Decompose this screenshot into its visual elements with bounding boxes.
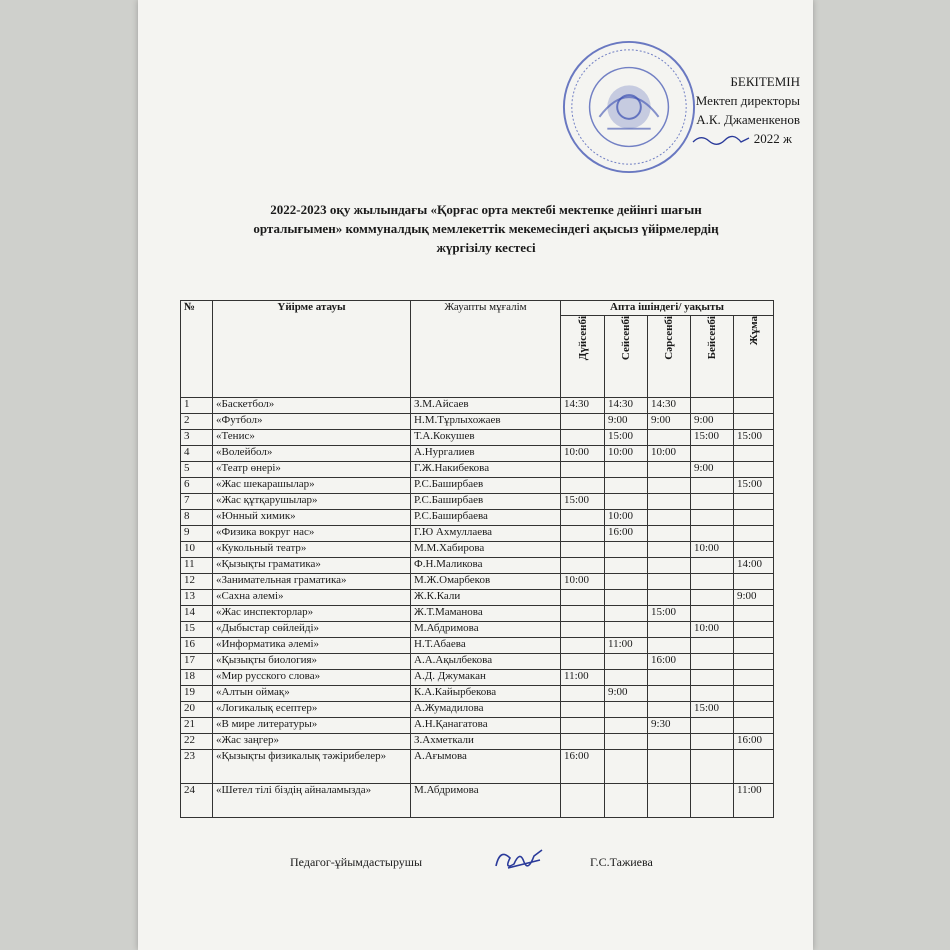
row-day-time xyxy=(691,638,734,654)
row-teacher: М.Абдримова xyxy=(411,622,561,638)
row-teacher: Т.А.Кокушев xyxy=(411,430,561,446)
row-club-name: «Футбол» xyxy=(213,414,411,430)
row-day-time xyxy=(648,542,691,558)
row-day-time xyxy=(691,478,734,494)
table-row xyxy=(181,734,774,750)
row-day-time: 10:00 xyxy=(691,542,734,558)
row-day-time xyxy=(605,784,648,818)
table-row xyxy=(181,718,774,734)
row-day-time: 9:00 xyxy=(648,414,691,430)
row-day-time xyxy=(691,606,734,622)
row-club-name: «Қызықты граматика» xyxy=(213,558,411,574)
row-day-time: 15:00 xyxy=(648,606,691,622)
row-day-time: 10:00 xyxy=(691,622,734,638)
table-row xyxy=(181,398,774,414)
row-day-time xyxy=(691,686,734,702)
row-number: 3 xyxy=(181,430,213,446)
row-day-time xyxy=(691,574,734,590)
row-day-time xyxy=(648,510,691,526)
row-day-time xyxy=(734,622,774,638)
row-number: 22 xyxy=(181,734,213,750)
row-teacher: З.Ахметкали xyxy=(411,734,561,750)
approval-position: Мектеп директоры xyxy=(695,93,800,108)
row-teacher: А.А.Ақылбекова xyxy=(411,654,561,670)
row-club-name: «Жас құтқарушылар» xyxy=(213,494,411,510)
row-teacher: Ф.Н.Маликова xyxy=(411,558,561,574)
row-day-time xyxy=(734,414,774,430)
row-teacher: А.Жумадилова xyxy=(411,702,561,718)
row-day-time: 9:00 xyxy=(691,414,734,430)
table-row xyxy=(181,414,774,430)
row-day-time xyxy=(691,734,734,750)
row-number: 1 xyxy=(181,398,213,414)
row-day-time xyxy=(648,622,691,638)
row-club-name: «Шетел тілі біздің айналамызда» xyxy=(213,784,411,818)
row-day-time: 16:00 xyxy=(648,654,691,670)
table-row xyxy=(181,542,774,558)
row-day-time: 9:00 xyxy=(734,590,774,606)
document-title xyxy=(180,200,792,257)
row-number: 9 xyxy=(181,526,213,542)
row-day-time xyxy=(605,718,648,734)
row-club-name: «Логикалық есептер» xyxy=(213,702,411,718)
row-day-time: 15:00 xyxy=(734,430,774,446)
row-day-time xyxy=(691,446,734,462)
row-day-time xyxy=(691,590,734,606)
row-teacher: Н.М.Тұрлыхожаев xyxy=(411,414,561,430)
row-number: 4 xyxy=(181,446,213,462)
row-day-time xyxy=(734,494,774,510)
row-number: 21 xyxy=(181,718,213,734)
title-line-1: 2022-2023 оқу жылындағы «Қорғас орта мектебі мектепке дейінгі шағын xyxy=(270,202,702,217)
row-day-time xyxy=(648,430,691,446)
row-day-time: 15:00 xyxy=(605,430,648,446)
row-day-time xyxy=(561,734,605,750)
row-day-time xyxy=(734,686,774,702)
row-club-name: «Тенис» xyxy=(213,430,411,446)
row-day-time: 14:30 xyxy=(605,398,648,414)
row-day-time xyxy=(691,750,734,784)
row-day-time: 15:00 xyxy=(734,478,774,494)
row-day-time xyxy=(648,750,691,784)
header-day-monday: Дүйсенбі xyxy=(561,316,605,398)
row-day-time xyxy=(648,494,691,510)
row-day-time xyxy=(691,670,734,686)
row-day-time xyxy=(561,686,605,702)
row-day-time xyxy=(648,590,691,606)
row-day-time: 9:00 xyxy=(691,462,734,478)
schedule-body xyxy=(181,398,774,818)
row-day-time: 16:00 xyxy=(734,734,774,750)
row-day-time xyxy=(691,654,734,670)
row-number: 18 xyxy=(181,670,213,686)
row-day-time xyxy=(734,606,774,622)
row-club-name: «В мире литературы» xyxy=(213,718,411,734)
row-day-time: 9:30 xyxy=(648,718,691,734)
row-day-time xyxy=(734,574,774,590)
row-day-time xyxy=(605,462,648,478)
row-day-time xyxy=(561,558,605,574)
row-teacher: А.Н.Қанагатова xyxy=(411,718,561,734)
row-day-time: 11:00 xyxy=(734,784,774,818)
approval-block xyxy=(660,72,800,148)
row-teacher: Р.С.Баширбаев xyxy=(411,478,561,494)
table-row xyxy=(181,702,774,718)
row-day-time xyxy=(734,718,774,734)
row-number: 12 xyxy=(181,574,213,590)
table-row xyxy=(181,478,774,494)
row-day-time xyxy=(648,638,691,654)
row-club-name: «Информатика әлемі» xyxy=(213,638,411,654)
row-day-time xyxy=(561,526,605,542)
row-club-name: «Қызықты физикалық тәжірибелер» xyxy=(213,750,411,784)
row-day-time xyxy=(734,398,774,414)
row-day-time xyxy=(605,478,648,494)
row-club-name: «Жас заңгер» xyxy=(213,734,411,750)
row-day-time xyxy=(648,670,691,686)
header-club: Үйірме атауы xyxy=(213,301,411,398)
row-day-time xyxy=(561,606,605,622)
row-day-time xyxy=(648,478,691,494)
row-day-time xyxy=(734,526,774,542)
table-row xyxy=(181,670,774,686)
table-row xyxy=(181,446,774,462)
row-club-name: «Қызықты биология» xyxy=(213,654,411,670)
row-day-time xyxy=(648,734,691,750)
row-teacher: А.Нургалиев xyxy=(411,446,561,462)
header-day-wednesday: Сәрсенбі xyxy=(648,316,691,398)
row-day-time xyxy=(605,702,648,718)
signature-icon xyxy=(490,842,550,878)
row-teacher: Р.С.Баширбаев xyxy=(411,494,561,510)
row-day-time: 10:00 xyxy=(648,446,691,462)
row-teacher: М.Ж.Омарбеков xyxy=(411,574,561,590)
table-row xyxy=(181,622,774,638)
row-day-time xyxy=(605,606,648,622)
row-day-time xyxy=(734,750,774,784)
row-day-time xyxy=(561,430,605,446)
row-day-time xyxy=(648,462,691,478)
row-number: 14 xyxy=(181,606,213,622)
schedule-table xyxy=(180,300,774,818)
approval-heading: БЕКІТЕМІН xyxy=(730,74,800,89)
table-row xyxy=(181,784,774,818)
row-teacher: Г.Ю Ахмуллаева xyxy=(411,526,561,542)
footer-role: Педагог-ұйымдастырушы xyxy=(290,855,423,869)
table-row xyxy=(181,606,774,622)
row-club-name: «Театр өнері» xyxy=(213,462,411,478)
row-number: 23 xyxy=(181,750,213,784)
row-day-time: 14:30 xyxy=(648,398,691,414)
row-number: 5 xyxy=(181,462,213,478)
row-number: 7 xyxy=(181,494,213,510)
row-day-time xyxy=(691,558,734,574)
row-number: 2 xyxy=(181,414,213,430)
row-day-time xyxy=(648,558,691,574)
table-row xyxy=(181,462,774,478)
row-day-time xyxy=(691,526,734,542)
row-day-time xyxy=(734,638,774,654)
row-day-time xyxy=(561,478,605,494)
row-day-time xyxy=(648,526,691,542)
header-day-tuesday: Сейсенбі xyxy=(605,316,648,398)
row-day-time xyxy=(561,414,605,430)
row-day-time xyxy=(734,670,774,686)
row-day-time xyxy=(605,670,648,686)
row-day-time: 11:00 xyxy=(605,638,648,654)
row-club-name: «Баскетбол» xyxy=(213,398,411,414)
row-day-time xyxy=(734,446,774,462)
table-row xyxy=(181,638,774,654)
table-row xyxy=(181,574,774,590)
row-club-name: «Жас инспекторлар» xyxy=(213,606,411,622)
row-day-time xyxy=(605,494,648,510)
table-row xyxy=(181,526,774,542)
row-day-time xyxy=(648,784,691,818)
row-day-time xyxy=(691,784,734,818)
row-club-name: «Кукольный театр» xyxy=(213,542,411,558)
row-day-time: 10:00 xyxy=(561,446,605,462)
row-day-time xyxy=(561,622,605,638)
row-day-time xyxy=(561,542,605,558)
row-day-time xyxy=(561,638,605,654)
row-day-time xyxy=(605,734,648,750)
row-number: 10 xyxy=(181,542,213,558)
header-day-thursday: Бейсенбі xyxy=(691,316,734,398)
row-day-time xyxy=(734,510,774,526)
row-number: 24 xyxy=(181,784,213,818)
row-day-time xyxy=(605,654,648,670)
row-day-time: 16:00 xyxy=(561,750,605,784)
row-day-time: 14:30 xyxy=(561,398,605,414)
row-day-time xyxy=(605,574,648,590)
row-teacher: Ж.Т.Маманова xyxy=(411,606,561,622)
row-club-name: «Дыбыстар сөйлейді» xyxy=(213,622,411,638)
header-number: № xyxy=(181,301,213,398)
row-day-time: 9:00 xyxy=(605,686,648,702)
row-number: 8 xyxy=(181,510,213,526)
row-day-time xyxy=(734,462,774,478)
row-day-time xyxy=(648,686,691,702)
row-club-name: «Занимательная граматика» xyxy=(213,574,411,590)
row-day-time xyxy=(691,398,734,414)
row-teacher: Н.Т.Абаева xyxy=(411,638,561,654)
row-number: 19 xyxy=(181,686,213,702)
row-day-time xyxy=(691,494,734,510)
row-club-name: «Юнный химик» xyxy=(213,510,411,526)
row-day-time: 15:00 xyxy=(691,702,734,718)
table-row xyxy=(181,558,774,574)
row-day-time: 15:00 xyxy=(561,494,605,510)
row-teacher: М.М.Хабирова xyxy=(411,542,561,558)
row-teacher: А.Ағымова xyxy=(411,750,561,784)
row-day-time: 10:00 xyxy=(605,510,648,526)
row-day-time xyxy=(734,542,774,558)
row-number: 20 xyxy=(181,702,213,718)
row-day-time: 15:00 xyxy=(691,430,734,446)
header-day-friday: Жұма xyxy=(734,316,774,398)
table-row xyxy=(181,430,774,446)
row-number: 13 xyxy=(181,590,213,606)
row-teacher: Р.С.Баширбаева xyxy=(411,510,561,526)
row-day-time xyxy=(734,654,774,670)
footer-name: Г.С.Тажиева xyxy=(590,855,653,869)
row-number: 11 xyxy=(181,558,213,574)
row-day-time xyxy=(648,702,691,718)
row-day-time xyxy=(605,622,648,638)
row-day-time xyxy=(605,542,648,558)
row-day-time: 10:00 xyxy=(605,446,648,462)
row-day-time xyxy=(561,702,605,718)
header-teacher: Жауапты мұғалім xyxy=(411,301,561,398)
title-line-2: орталығымен» коммуналдық мемлекеттік мекемесіндегі ақысыз үйірмелердің xyxy=(253,221,719,236)
table-row xyxy=(181,654,774,670)
row-day-time xyxy=(561,590,605,606)
table-row xyxy=(181,590,774,606)
row-teacher: А.Д. Джумакан xyxy=(411,670,561,686)
approval-name: А.К. Джаменкенов xyxy=(696,112,800,127)
row-teacher: К.А.Кайырбекова xyxy=(411,686,561,702)
approval-date xyxy=(660,129,800,148)
row-day-time xyxy=(605,590,648,606)
row-day-time xyxy=(691,510,734,526)
row-day-time xyxy=(648,574,691,590)
row-day-time xyxy=(561,718,605,734)
row-day-time xyxy=(561,510,605,526)
row-club-name: «Жас шекарашылар» xyxy=(213,478,411,494)
approval-date-tail: 2022 ж xyxy=(753,131,792,146)
row-teacher: М.Абдримова xyxy=(411,784,561,818)
row-day-time: 10:00 xyxy=(561,574,605,590)
row-club-name: «Мир русского слова» xyxy=(213,670,411,686)
table-row xyxy=(181,686,774,702)
table-row xyxy=(181,494,774,510)
row-day-time: 9:00 xyxy=(605,414,648,430)
handwritten-date-icon xyxy=(691,133,751,147)
row-day-time xyxy=(561,654,605,670)
header-week: Апта ішіндегі/ уақыты xyxy=(561,301,774,316)
row-day-time xyxy=(561,784,605,818)
table-row xyxy=(181,750,774,784)
row-club-name: «Волейбол» xyxy=(213,446,411,462)
row-day-time xyxy=(691,718,734,734)
row-number: 15 xyxy=(181,622,213,638)
row-number: 16 xyxy=(181,638,213,654)
row-club-name: «Сахна әлемі» xyxy=(213,590,411,606)
row-number: 17 xyxy=(181,654,213,670)
row-teacher: З.М.Айсаев xyxy=(411,398,561,414)
row-day-time: 11:00 xyxy=(561,670,605,686)
row-number: 6 xyxy=(181,478,213,494)
row-club-name: «Физика вокруг нас» xyxy=(213,526,411,542)
row-teacher: Г.Ж.Накибекова xyxy=(411,462,561,478)
row-day-time xyxy=(734,702,774,718)
row-day-time xyxy=(605,750,648,784)
row-club-name: «Алтын оймақ» xyxy=(213,686,411,702)
row-day-time xyxy=(605,558,648,574)
row-day-time: 16:00 xyxy=(605,526,648,542)
table-row xyxy=(181,510,774,526)
title-line-3: жүргізілу кестесі xyxy=(436,240,536,255)
row-day-time: 14:00 xyxy=(734,558,774,574)
row-day-time xyxy=(561,462,605,478)
row-teacher: Ж.К.Кали xyxy=(411,590,561,606)
